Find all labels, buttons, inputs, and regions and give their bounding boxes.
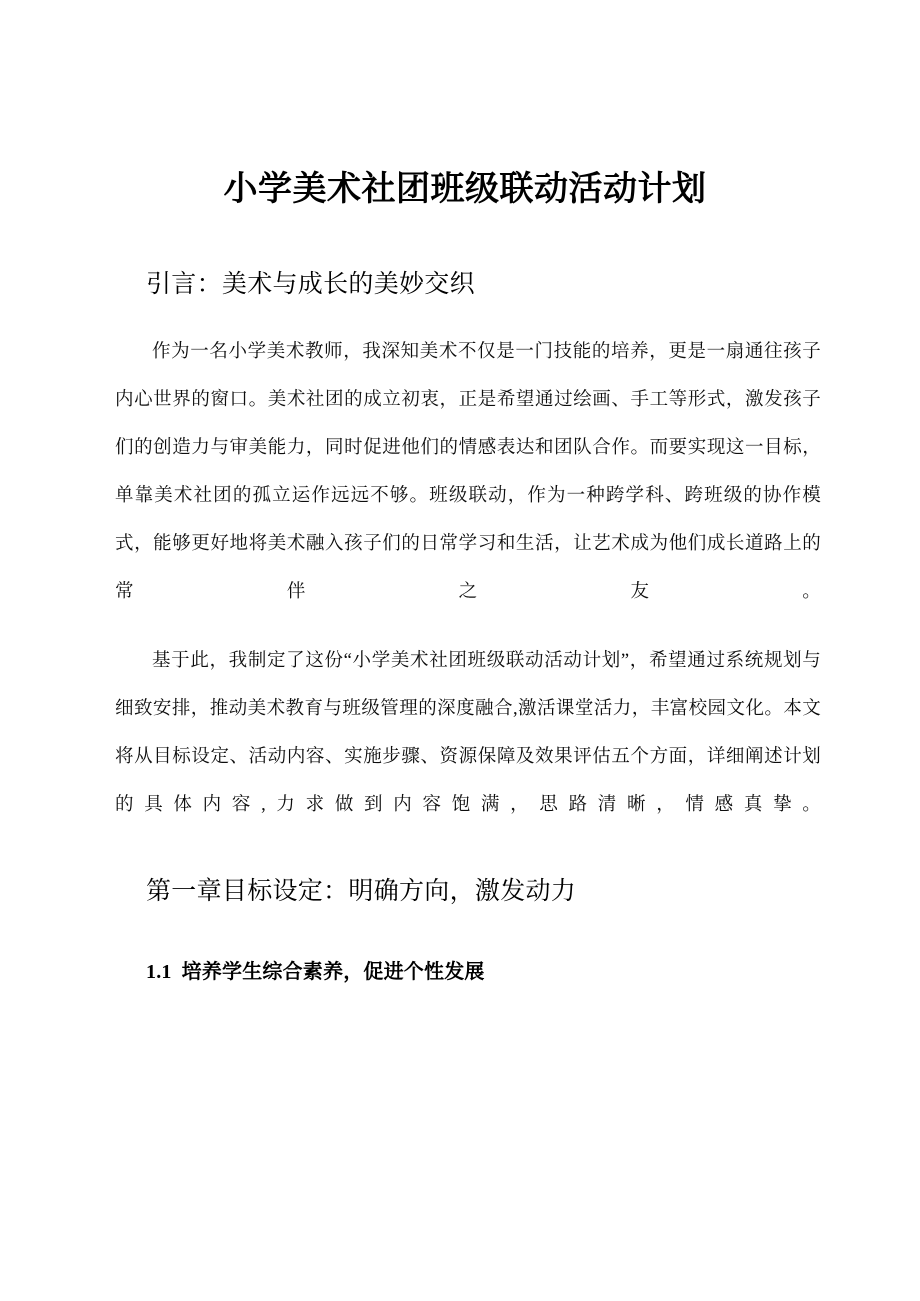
subsection-heading-1-1 bbox=[146, 957, 846, 987]
section-heading-chapter-one: 第一章目标设定：明确方向，激发动力 bbox=[146, 877, 577, 905]
page-title: 小学美术社团班级联动活动计划 bbox=[223, 170, 707, 208]
subsection-title: 培养学生综合素养，促进个性发展 bbox=[181, 961, 485, 983]
paragraph: 基于此，我制定了这份“小学美术社团班级联动活动计划”，希望通过系统规划与细致安排，推动美术教育与班级管理的深度融合,激活课堂活力，丰富校园文化。本文将从目标设定、活动内容、实施步骤、资源保障及效果评估五个方面，详细阐述计划的具体内容,力求做到内容饱满，思路清晰，情感真挚。 bbox=[115, 651, 821, 815]
section-heading-introduction: 引言：美术与成长的美妙交织 bbox=[146, 270, 475, 298]
subsection-number: 1.1 bbox=[146, 961, 172, 983]
paragraph: 作为一名小学美术教师，我深知美术不仅是一门技能的培养，更是一扇通往孩子内心世界的窗口。美术社团的成立初衷，正是希望通过绘画、手工等形式，激发孩子们的创造力与审美能力，同时促进他们的情感表达和团队合作。而要实现这一目标，单靠美术社团的孤立运作远远不够。班级联动，作为一种跨学科、跨班级的协作模式，能够更好地将美术融入孩子们的日常学习和生活，让艺术成为他们成长道路上的常伴之友。 bbox=[115, 342, 821, 602]
